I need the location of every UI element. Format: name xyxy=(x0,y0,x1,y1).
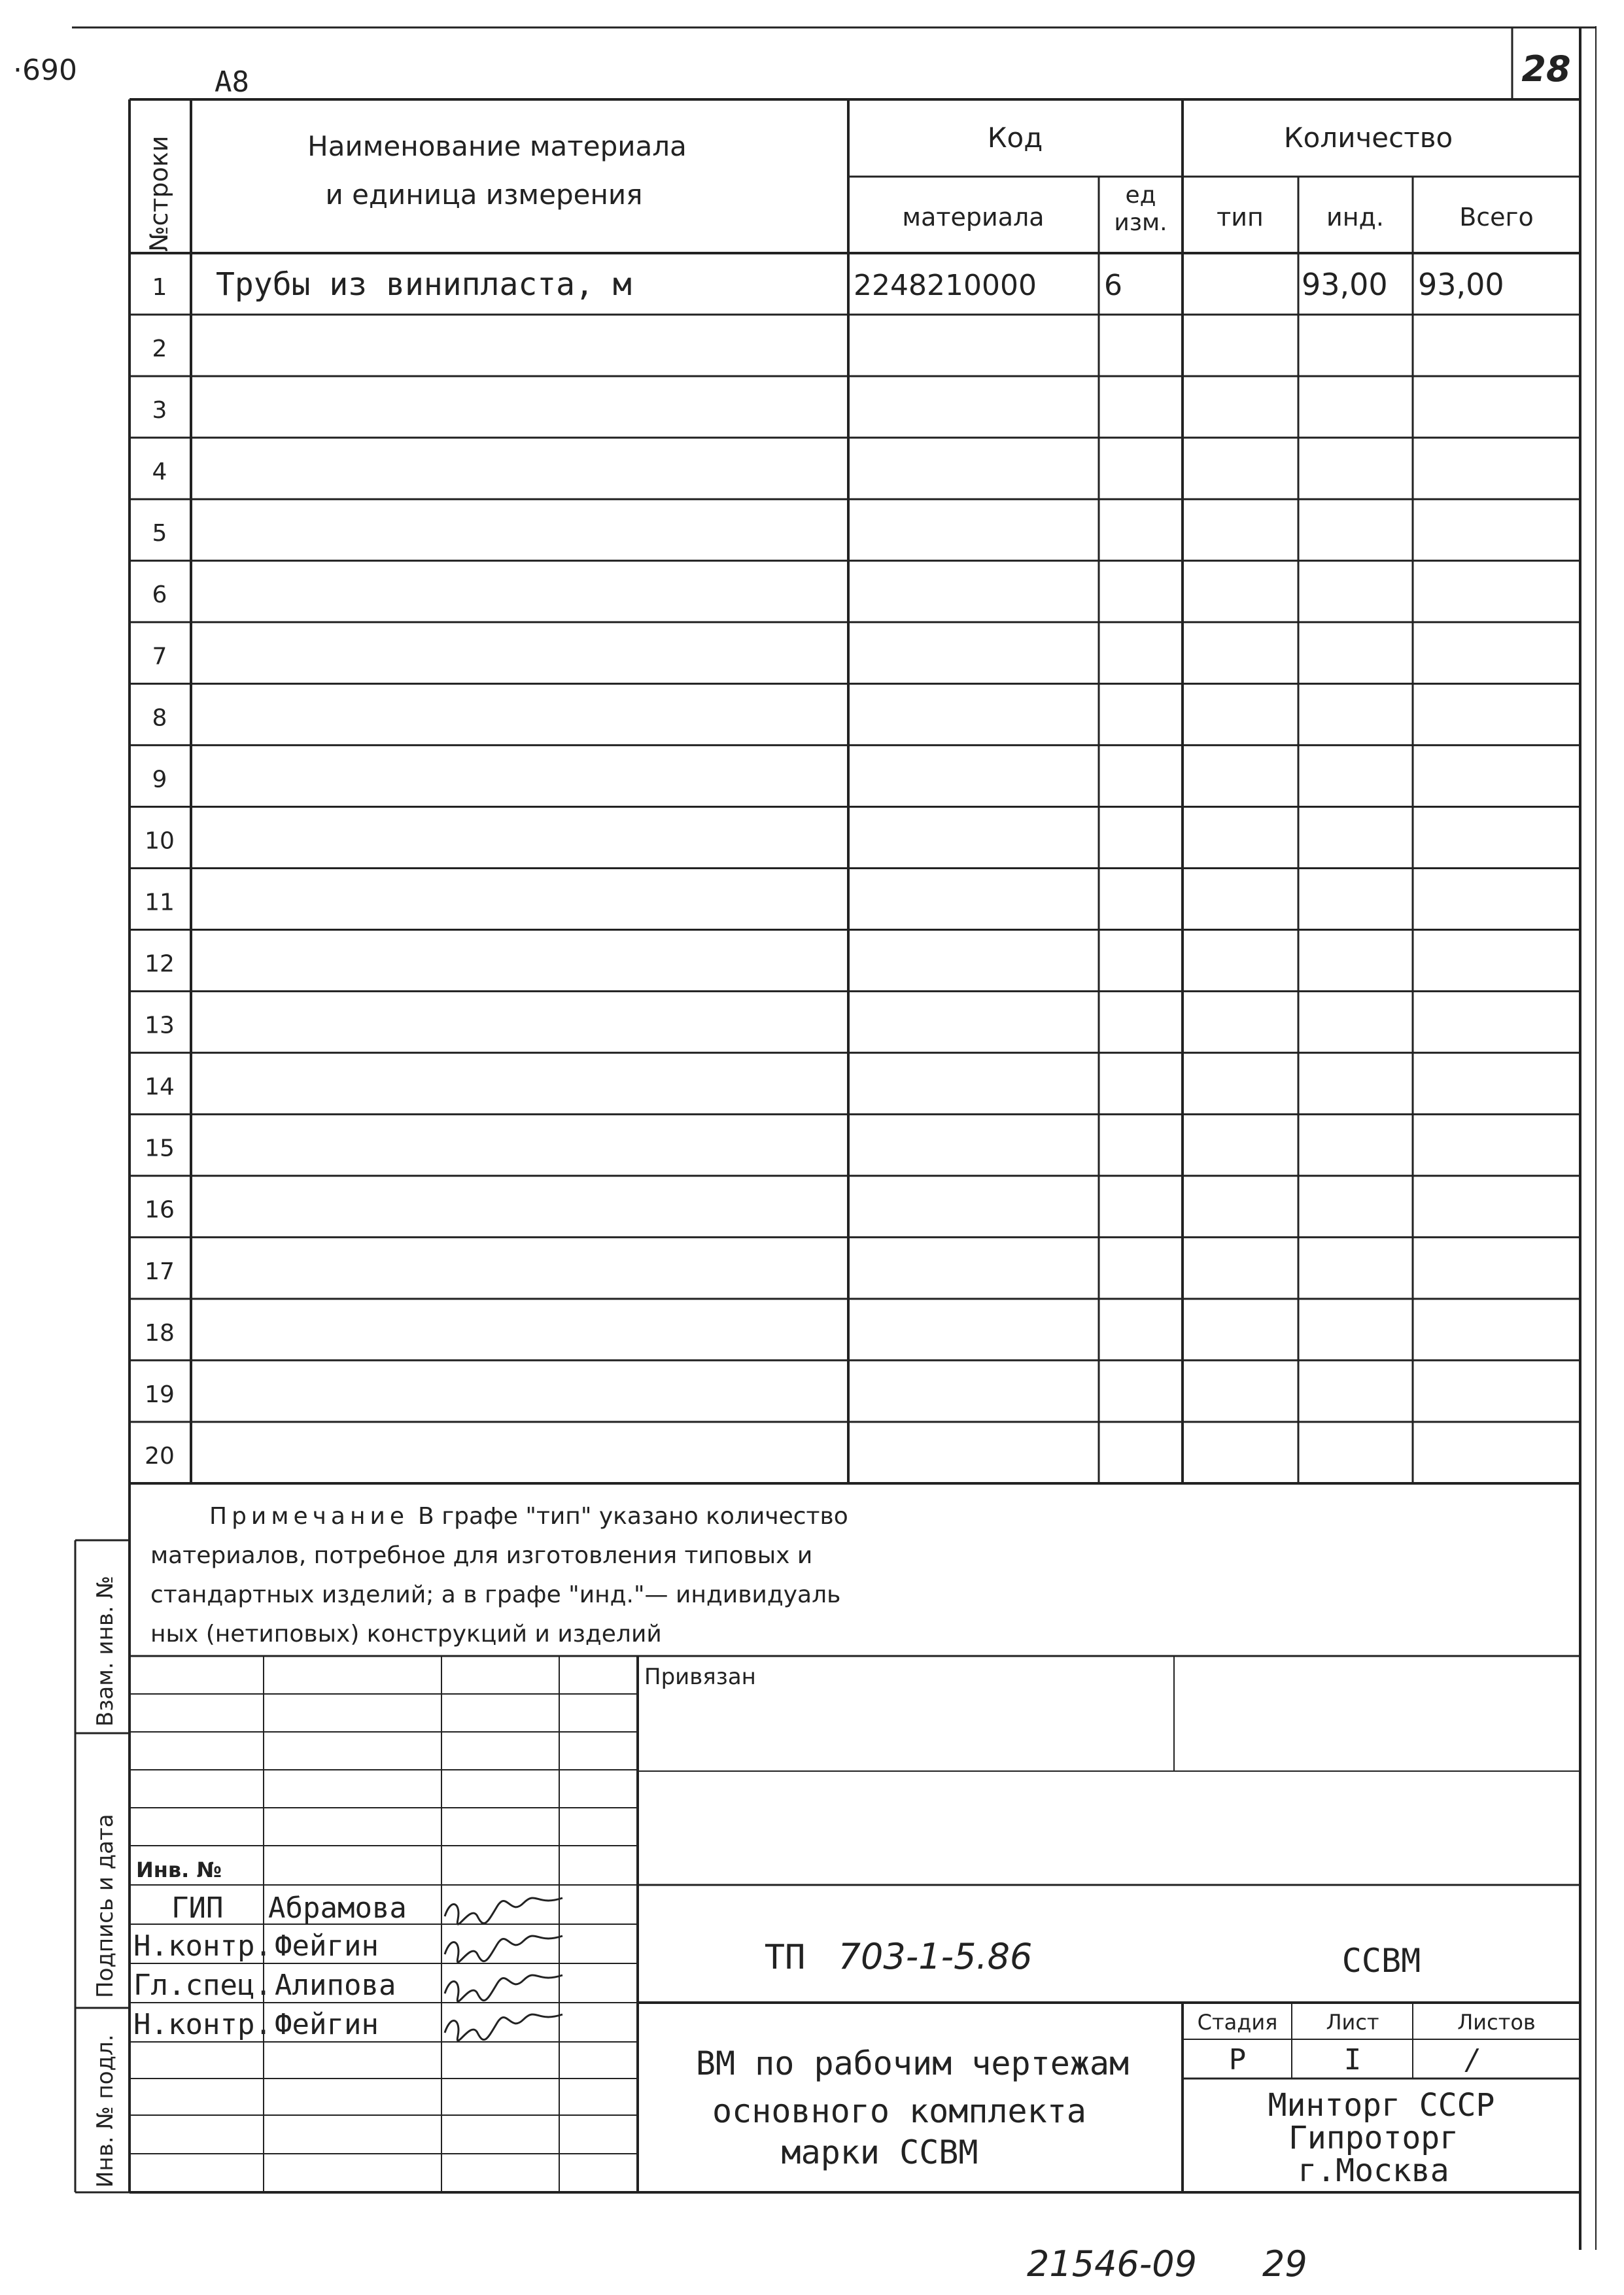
table-row xyxy=(152,643,167,670)
header-row-number: №строки xyxy=(145,135,173,252)
doc-title-line3: марки ССВМ xyxy=(781,2133,978,2171)
row-number: 6 xyxy=(152,581,167,609)
row-unit: 6 xyxy=(1104,268,1122,302)
row-number: 14 xyxy=(145,1073,175,1101)
signature-mark xyxy=(445,1898,562,1924)
subheader-unit-line2: изм. xyxy=(1114,209,1167,236)
subheader-unit-line1: ед xyxy=(1125,182,1156,209)
row-number: 8 xyxy=(152,704,167,732)
table-row xyxy=(145,1135,175,1162)
inv-no-label: Инв. № xyxy=(136,1857,222,1882)
note-text-line1 xyxy=(209,1503,848,1530)
archive-number: 21546-09 xyxy=(1027,2243,1197,2285)
subheader-material: материала xyxy=(902,203,1045,232)
sheets-value: / xyxy=(1466,2043,1477,2077)
header-quantity: Количество xyxy=(1283,122,1453,154)
signatory-row xyxy=(133,1929,562,1963)
stage-header: Стадия xyxy=(1197,2010,1278,2035)
note-text-line2: материалов, потребное для изготовления типовых и xyxy=(150,1542,813,1569)
row-number: 9 xyxy=(152,766,167,793)
doc-number: 703-1-5.86 xyxy=(838,1936,1033,1977)
table-row xyxy=(145,827,175,854)
header-name-line2: и единица измерения xyxy=(325,179,643,211)
side-stamp-vzam-inv: Взам. инв. № xyxy=(92,1576,118,1727)
subheader-total: Всего xyxy=(1459,203,1534,232)
row-number: 1 xyxy=(152,273,167,301)
signature-mark xyxy=(445,1936,562,1962)
row-number: 19 xyxy=(145,1381,175,1408)
table-row xyxy=(145,889,175,916)
row-number: 2 xyxy=(152,336,167,363)
side-stamp-podpis-data: Подпись и дата xyxy=(92,1814,118,1998)
row-number: 4 xyxy=(152,458,167,486)
row-number: 7 xyxy=(152,643,167,670)
signatory-row xyxy=(133,1969,562,2002)
row-number: 20 xyxy=(145,1442,175,1470)
signatory-surname: Абрамова xyxy=(268,1891,407,1925)
table-row xyxy=(145,1258,175,1285)
signatories xyxy=(133,1891,562,2041)
row-number: 17 xyxy=(145,1258,175,1285)
table-row xyxy=(152,766,167,793)
table-row xyxy=(145,1381,175,1408)
page-number: 28 xyxy=(1521,48,1571,90)
signatory-role: Гл.спец. xyxy=(133,1969,272,2002)
header-name-line1: Наименование материала xyxy=(307,130,687,162)
note-label: Примечание xyxy=(209,1503,409,1530)
row-number: 10 xyxy=(145,827,175,855)
signatory-surname: Фейгин xyxy=(275,2008,379,2041)
format-label: А8 xyxy=(215,65,249,99)
table-row xyxy=(145,1074,175,1101)
sheet-header: Лист xyxy=(1326,2010,1379,2035)
stage-value: Р xyxy=(1228,2043,1247,2077)
row-number: 16 xyxy=(145,1196,175,1224)
org-line1: Минторг СССР xyxy=(1268,2087,1495,2124)
signature-mark xyxy=(445,2014,562,2041)
org-line2: Гипроторг xyxy=(1288,2120,1459,2156)
row-number: 3 xyxy=(152,397,167,424)
table-row xyxy=(152,266,1504,303)
signatory-role: ГИП xyxy=(171,1891,224,1925)
note-line1-rest: В графе "тип" указано количество xyxy=(418,1503,848,1530)
table-row xyxy=(145,1443,175,1470)
footer-page-number: 29 xyxy=(1262,2243,1307,2285)
table-row xyxy=(152,704,167,731)
signatory-role: Н.контр. xyxy=(133,1929,272,1963)
row-ind: 93,00 xyxy=(1302,266,1388,302)
doc-prefix: ТП xyxy=(764,1938,806,1977)
mark-code: ССВМ xyxy=(1341,1942,1421,1980)
signature-mark xyxy=(445,1975,562,2001)
doc-title-line1: ВМ по рабочим чертежам xyxy=(695,2045,1130,2082)
subheader-type: тип xyxy=(1217,203,1264,232)
table-row xyxy=(152,397,167,424)
subheader-ind: инд. xyxy=(1326,203,1384,232)
table-row xyxy=(152,336,167,362)
row-name: Трубы из винипласта, м xyxy=(216,266,632,303)
privyazan-label: Привязан xyxy=(644,1664,756,1690)
table-row xyxy=(145,951,175,978)
signatory-row xyxy=(133,2008,562,2041)
row-code: 2248210000 xyxy=(854,268,1037,302)
table-row xyxy=(145,1197,175,1224)
left-corner-code: ·690 xyxy=(13,54,77,87)
row-number: 15 xyxy=(145,1135,175,1162)
row-total: 93,00 xyxy=(1418,266,1504,302)
sheets-header: Листов xyxy=(1457,2010,1536,2035)
table-row xyxy=(152,520,167,547)
table-row xyxy=(152,458,167,485)
note-text-line4: ных (нетиповых) конструкций и изделий xyxy=(150,1621,662,1648)
row-number: 5 xyxy=(152,520,167,547)
doc-title-line2: основного комплекта xyxy=(712,2092,1086,2130)
table-row xyxy=(145,1320,175,1347)
signatory-role: Н.контр. xyxy=(133,2008,272,2041)
sheet-value: I xyxy=(1343,2043,1362,2077)
org-line3: г.Москва xyxy=(1298,2152,1449,2189)
note-text-line3: стандартных изделий; а в графе "инд."— индивидуаль xyxy=(150,1581,841,1608)
table-row xyxy=(145,1012,175,1039)
row-number: 11 xyxy=(145,889,175,916)
row-number: 12 xyxy=(145,950,175,978)
header-code: Код xyxy=(987,122,1043,154)
row-number: 13 xyxy=(145,1012,175,1039)
table-row xyxy=(152,581,167,608)
row-number: 18 xyxy=(145,1319,175,1347)
signatory-surname: Фейгин xyxy=(275,1929,379,1963)
signatory-surname: Алипова xyxy=(275,1969,396,2002)
signatory-row xyxy=(171,1891,562,1925)
side-stamp-inv-podl: Инв. № подл. xyxy=(92,2034,118,2188)
